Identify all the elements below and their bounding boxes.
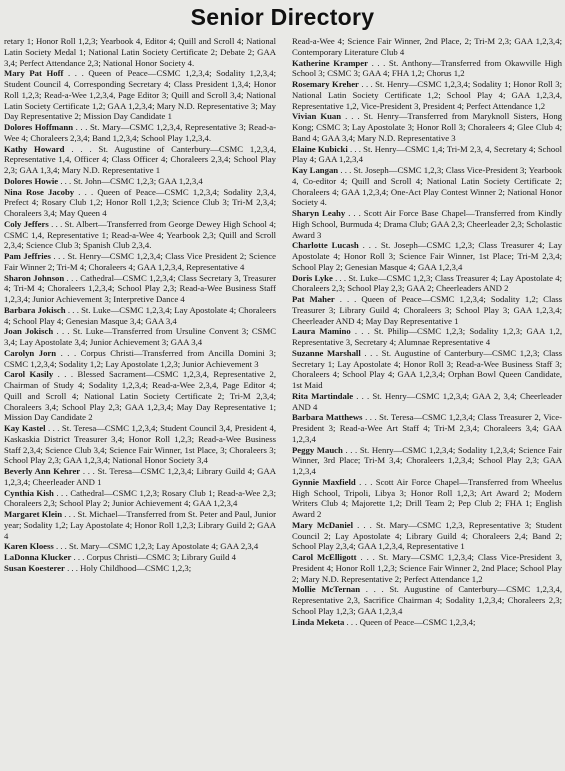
directory-entry: [292, 552, 562, 584]
directory-entry: [292, 412, 562, 444]
entry-details: . . . St. Augustine of Canterbury—CSMC 1,2,3,4, Representative 1,4, Officer 4; Class Officer 4; Choraleers 2,3,4; School Play 2,3; GAA 1,3,4; Mary N.D. Representative 1: [4, 143, 276, 175]
entry-details: . . . St. Mary—CSMC 1,2,3; Lay Apostolate 4; GAA 2,3,4: [53, 541, 259, 552]
entry-details: . . . St. Albert—Transferred from George Dewey High School 4; CSMC 1,4, Representative 1; Read-a-Wee 4; Yearbook 2,3; Quill and Scroll 2,3,4; Science Club 3; Spanish Club 2,3,4.: [4, 218, 276, 251]
entry-details: . . . St. Mary—CSMC 1,2,3,4, Representative 3; Read-a-Wee 4; Choraleers 2,3,4; Band 1,2,3,4; School Play 1,2,3,4.: [4, 122, 276, 143]
entry-details: . . . St. Joseph—CSMC 1,2,3; Class Treasurer 4; Lay Apostolate 4; Honor Roll 3; Science Fair Winner, 1st Place; Tri-M 2,3,4; School Play 2; Genesian Masque 4; GAA 1,2,3,4: [292, 240, 562, 272]
directory-entry: [4, 219, 276, 251]
directory-entry: [292, 165, 562, 208]
student-name: Kay Kastel: [4, 423, 46, 433]
directory-entry: [4, 68, 276, 122]
student-name: Carol McElligott: [292, 552, 357, 562]
student-name: Carol Kasily: [4, 369, 54, 380]
student-name: Kathy Howard: [4, 143, 65, 154]
directory-entry: [292, 294, 562, 326]
entry-details: Read-a-Wee 4; Science Fair Winner, 2nd Place, 2; Tri-M 2,3; GAA 1,2,3,4; Contemporary Literature Club 4: [292, 36, 562, 57]
directory-entry: [292, 240, 562, 272]
entry-details: . . . Corpus Christi—Transferred from Ancilla Domini 3; CSMC 1,2,3,4; Sodality 1,2; Lay Apostolate 1,2,3; Junior Achievement 3: [4, 347, 276, 369]
right-column: [292, 36, 562, 768]
student-name: Nina Rose Jacoby: [4, 186, 75, 197]
directory-entry: [292, 36, 562, 58]
directory-entry: [4, 509, 276, 541]
student-name: Rosemary Kreher: [292, 79, 359, 89]
entry-details: . . . St. Henry—Transferred from Maryknoll Sisters, Hong Kong; CSMC 3; Lay Apostolate 3; Honor Roll 3; Choraleers 4; Glee Club 4; Band 4; GAA 3,4; Mary N.D. Representative 3: [292, 111, 562, 143]
student-name: Pat Maher: [292, 294, 335, 304]
student-name: Pam Jeffries: [4, 251, 51, 261]
directory-entry: [292, 273, 562, 295]
student-name: Rita Martindale: [292, 390, 354, 401]
student-name: Karen Kloess: [4, 541, 54, 552]
directory-entry: [292, 391, 562, 413]
entry-details: . . . Blessed Sacrament—CSMC 1,2,3,4, Representative 2, Chairman of Study 4; Sodality 1,2,3,4; Read-a-Wee 2,3,4, Page Editor 4; Quill and Scroll 4; National Latin Society Certificate 2; Tri-M 2,3,4; Choraleers 3,4; School Play 2,3; GAA 1,2,3,4; May Day Representative 1; Mission Day Candidate 2: [4, 369, 276, 423]
student-name: Suzanne Marshall: [292, 347, 361, 358]
student-name: Laura Mamino: [292, 326, 351, 337]
student-name: Coly Jeffers: [4, 218, 49, 229]
student-name: Margaret Klein: [4, 509, 63, 519]
student-name: Gynnie Maxfield: [292, 476, 356, 487]
student-name: Dolores Howie: [4, 175, 59, 186]
entry-details: . . . Queen of Peace—CSMC 1,2,3,4; Sodality 1,2,3,4; Student Council 4, Corresponding Secretary 4; Class President 1,3,4; Honor Roll 1,2,3; Read-a-Wee 1,2,3,4, Page Editor 3; Quill and Scroll 3,4; National Latin Society Certificate 1,2; GAA 1,2,3,4; Mary N.D. Representative 3; May Day Representative 2; Mission Day Candidate 1: [4, 68, 276, 122]
student-name: Kay Langan: [292, 165, 339, 175]
entry-details: . . . St. Luke—Transferred from Ursuline Convent 3; CSMC 3,4; Lay Apostolate 3,4; Junior Achievement 3; GAA 3,4: [4, 326, 276, 347]
student-name: Doris Lyke: [292, 272, 333, 283]
directory-entry: [4, 488, 276, 510]
entry-details: . . . Holy Childhood—CSMC 1,2,3;: [64, 562, 192, 573]
entry-details: . . . St. Augustine of Canterbury—CSMC 1,2,3; Class Secretary 1; Lay Apostolate 4; Honor Roll 3; Read-a-Wee Business Staff 3; Choraleers 4; School Play 4; GAA 1,2,3,4; Orphan Bowl Queen Candidate, 1st Maid: [292, 347, 562, 390]
student-name: Mary McDaniel: [292, 519, 354, 530]
entry-details: . . . St. Teresa—CSMC 1,2,3,4; Library Guild 4; GAA 1,2,3,4; Cheerleader AND 1: [4, 466, 276, 487]
entry-details: . . . St. Henry—CSMC 1,4; Tri-M 2,3, 4, Secretary 4; School Play 4; GAA 1,2,3,4: [292, 143, 562, 165]
entry-details: . . . Queen of Peace—CSMC 1,2,3,4; Sodality 1,2; Class Treasurer 3; Library Guild 4; Choraleers 3; School Play 3; GAA 1,2,3,4; Cheerleader AND 4; May Day Representative 1: [292, 294, 562, 326]
directory-entry: [292, 520, 562, 552]
entry-details: . . . St. Michael—Transferred from St. Peter and Paul, Junior year; Sodality 1,2; Lay Apostolate 4; Honor Roll 1,2,3; Library Guild 2; GAA 4: [4, 509, 276, 541]
directory-entry: [4, 36, 276, 68]
entry-details: . . . St. Teresa—CSMC 1,2,3,4; Student Council 3,4, President 4, Kaskaskia District Treasurer 3,4; Honor Roll 1,2,3; Read-a-Wee Business Staff 2,3,4; Science Club 3,4; Science Fair Winner, 1st Place, 3; Choraleers 3; School Play 2,3; GAA 1,2,3,4; National Honor Society 3,4: [4, 423, 276, 466]
directory-entry: [4, 541, 276, 552]
directory-entry: [292, 326, 562, 348]
student-name: Vivian Kuan: [292, 111, 342, 122]
directory-entry: [292, 617, 562, 628]
entry-details: . . . St. Luke—CSMC 1,2,3; Class Treasurer 4; Lay Apostolate 4; Choraleers 2,3; School Play 2,3; GAA 2; Cheerleaders AND 2: [292, 272, 562, 294]
entry-details: . . . St. Luke—CSMC 1,2,3,4; Lay Apostolate 4; Choraleers 4; School Play 4; Genesian Masque 3,4; GAA 3,4: [4, 304, 276, 326]
student-name: Beverly Ann Kehrer: [4, 466, 81, 476]
entry-details: . . . Queen of Peace—CSMC 1,2,3,4; Sodality 2,3,4, Prefect 4; Rosary Club 1,2; Honor Roll 1,2,3; Science Club 3; Tri-M 2,3,4; Choraleers 3,4; May Queen 4: [4, 186, 276, 218]
directory-entry: [292, 584, 562, 616]
directory-entry: [292, 477, 562, 520]
student-name: Joan Jokisch: [4, 326, 54, 337]
entry-details: . . . St. Henry—CSMC 1,2,3,4; Class Vice President 2; Science Fair Winner 2; Tri-M 4; Choraleers 4; GAA 1,2,3,4, Representative 4: [4, 251, 276, 272]
student-name: Charlotte Lucash: [292, 240, 359, 251]
student-name: LaDonna Klucker: [4, 552, 72, 562]
directory-entry: [4, 176, 276, 187]
student-name: Cynthia Kish: [4, 487, 54, 498]
entry-details: . . . St. Anthony—Transferred from Okawville High School 3; CSMC 3; GAA 4; FHA 1,2; Chorus 1,2: [292, 57, 562, 79]
entry-details: . . . St. John—CSMC 1,2,3; GAA 1,2,3,4: [58, 175, 203, 186]
entry-details: . . . St. Mary—CSMC 1,2,3,4; Class Vice-President 3, President 4; Honor Roll 1,2,3; Science Fair Winner 2, 2nd Place; School Play 2; Mary N.D. Representative 2; Perfect Attendance 1,2: [292, 552, 562, 584]
directory-entry: [4, 423, 276, 466]
entry-details: . . . Cathedral—CSMC 1,2,3,4; Class Secretary 3, Treasurer 4; Tri-M 4; Choraleers 1,2,3,4; School Play 2,3; Read-a-Wee Business Staff 1,2,3,4; Junior Achievement 3; Interpretive Dance 4: [4, 272, 276, 304]
directory-entry: [292, 348, 562, 391]
directory-entry: [292, 58, 562, 80]
page-title: Senior Directory: [190, 4, 375, 30]
student-name: Carolyn Jorn: [4, 347, 57, 358]
student-name: Mary Pat Hoff: [4, 68, 64, 79]
entry-details: . . . Scott Air Force Chapel—Transferred from Wheelus High School, Tripoli, Libya 3; Honor Roll 1,2,3; Art Award 2; Modern Writers Club 4; Majorette 1,2; Drill Team 2; Pep Club 2; FHA 1; English Award 2: [292, 476, 562, 519]
student-name: Barbara Jokisch: [4, 304, 66, 315]
directory-entry: [4, 466, 276, 488]
directory-entry: [4, 326, 276, 348]
directory-entry: [4, 273, 276, 305]
student-name: Linda Meketa: [292, 616, 345, 627]
entry-details: . . . St. Augustine of Canterbury—CSMC 1,2,3,4, Representative 2,3, Sacrifice Chairman 4; Sodality 1,2,3,4; Choraleers 2,3; School Play 1,2,3; GAA 1,2,3,4: [292, 584, 562, 616]
entry-details: . . . Cathedral—CSMC 1,2,3; Rosary Club 1; Read-a-Wee 2,3; Choraleers 2,3; School Play 2; Junior Achievement 4; GAA 1,2,3,4: [4, 487, 276, 509]
directory-entry: [292, 144, 562, 166]
directory-entry: [4, 187, 276, 219]
student-name: Barbara Matthews: [292, 412, 363, 423]
student-name: Mollie McTernan: [292, 584, 361, 595]
entry-details: . . . St. Mary—CSMC 1,2,3, Representative 3; Student Council 2; Lay Apostolate 4; Library Guild 4; Choraleers 2,4; Band 2; School Play 2,3,4; GAA 1,2,3,4, Representative 1: [292, 519, 562, 552]
directory-entry: [292, 79, 562, 111]
directory-entry: [292, 445, 562, 477]
directory-entry: [4, 369, 276, 423]
student-name: Sharyn Leahy: [292, 208, 346, 218]
student-name: Peggy Mauch: [292, 444, 343, 455]
directory-entry: [4, 563, 276, 574]
entry-details: . . . St. Philip—CSMC 1,2,3; Sodality 1,2,3; GAA 1,2, Representative 3, Secretary 4; Alumnae Representative 4: [292, 326, 562, 347]
entry-details: . . . Queen of Peace—CSMC 1,2,3,4;: [344, 616, 476, 627]
left-column: [4, 36, 276, 768]
entry-details: . . . St. Henry—CSMC 1,2,3,4; GAA 2, 3,4; Cheerleader AND 4: [292, 390, 562, 412]
directory-entry: [292, 208, 562, 240]
student-name: Dolores Hoffmann: [4, 122, 74, 132]
directory-entry: [4, 122, 276, 144]
student-name: Katherine Kramper: [292, 57, 368, 68]
entry-details: . . . St. Henry—CSMC 1,2,3,4; Sodality 1,2,3,4; Science Fair Winner, 3rd Place; Tri-M 3,4; Choraleers 1,2,3,4; School Play 2,3; GAA 1,2,3,4: [292, 444, 562, 476]
student-name: Susan Koesterer: [4, 562, 65, 573]
entry-details: retary 1; Honor Roll 1,2,3; Yearbook 4, Editor 4; Quill and Scroll 4; National Latin Society Medal 1; National Latin Society Certificate 2; Debate 2; GAA 3,4; Perfect Attendance 2,3; National Honor Society 4.: [4, 36, 276, 68]
directory-entry: [4, 305, 276, 327]
entry-details: . . . Scott Air Force Base Chapel—Transferred from Kindly High School, Burmuda 4; Drama Club; GAA 2,3; Cheerleader 2,3; Scholastic Award 3: [292, 208, 562, 240]
student-name: Sharon Johnson: [4, 272, 65, 283]
entry-details: . . . St. Teresa—CSMC 1,2,3,4; Class Treasurer 2, Vice-President 3; Read-a-Wee Art Staff 4; Tri-M 2,3,4; Choraleers 3,4; GAA 1,2,3,4: [292, 412, 562, 444]
directory-entry: [4, 251, 276, 273]
entry-details: . . . Corpus Christi—CSMC 3; Library Guild 4: [71, 552, 236, 562]
entry-details: . . . St. Joseph—CSMC 1,2,3; Class Vice-President 3; Yearbook 4, Co-editor 4; Quill and Scroll 4; National Latin Society Certificate 2; Choraleers 4; GAA 1,2,3,4; One-Act Play Contest Winner 2; National Honor Society 4.: [292, 165, 562, 208]
directory-entry: [4, 552, 276, 563]
directory-entry: [4, 144, 276, 176]
directory-entry: [4, 348, 276, 370]
directory-entry: [292, 111, 562, 143]
student-name: Elaine Kubicki: [292, 143, 348, 154]
entry-details: . . . St. Henry—CSMC 1,2,3,4; Sodality 1; Honor Roll 3; National Latin Society Certificate 1,2; School Play 4; GAA 1,2,3,4, Representative 1,2, Vice-President 3, President 4; Perfect Attendance 1,2: [292, 79, 562, 111]
